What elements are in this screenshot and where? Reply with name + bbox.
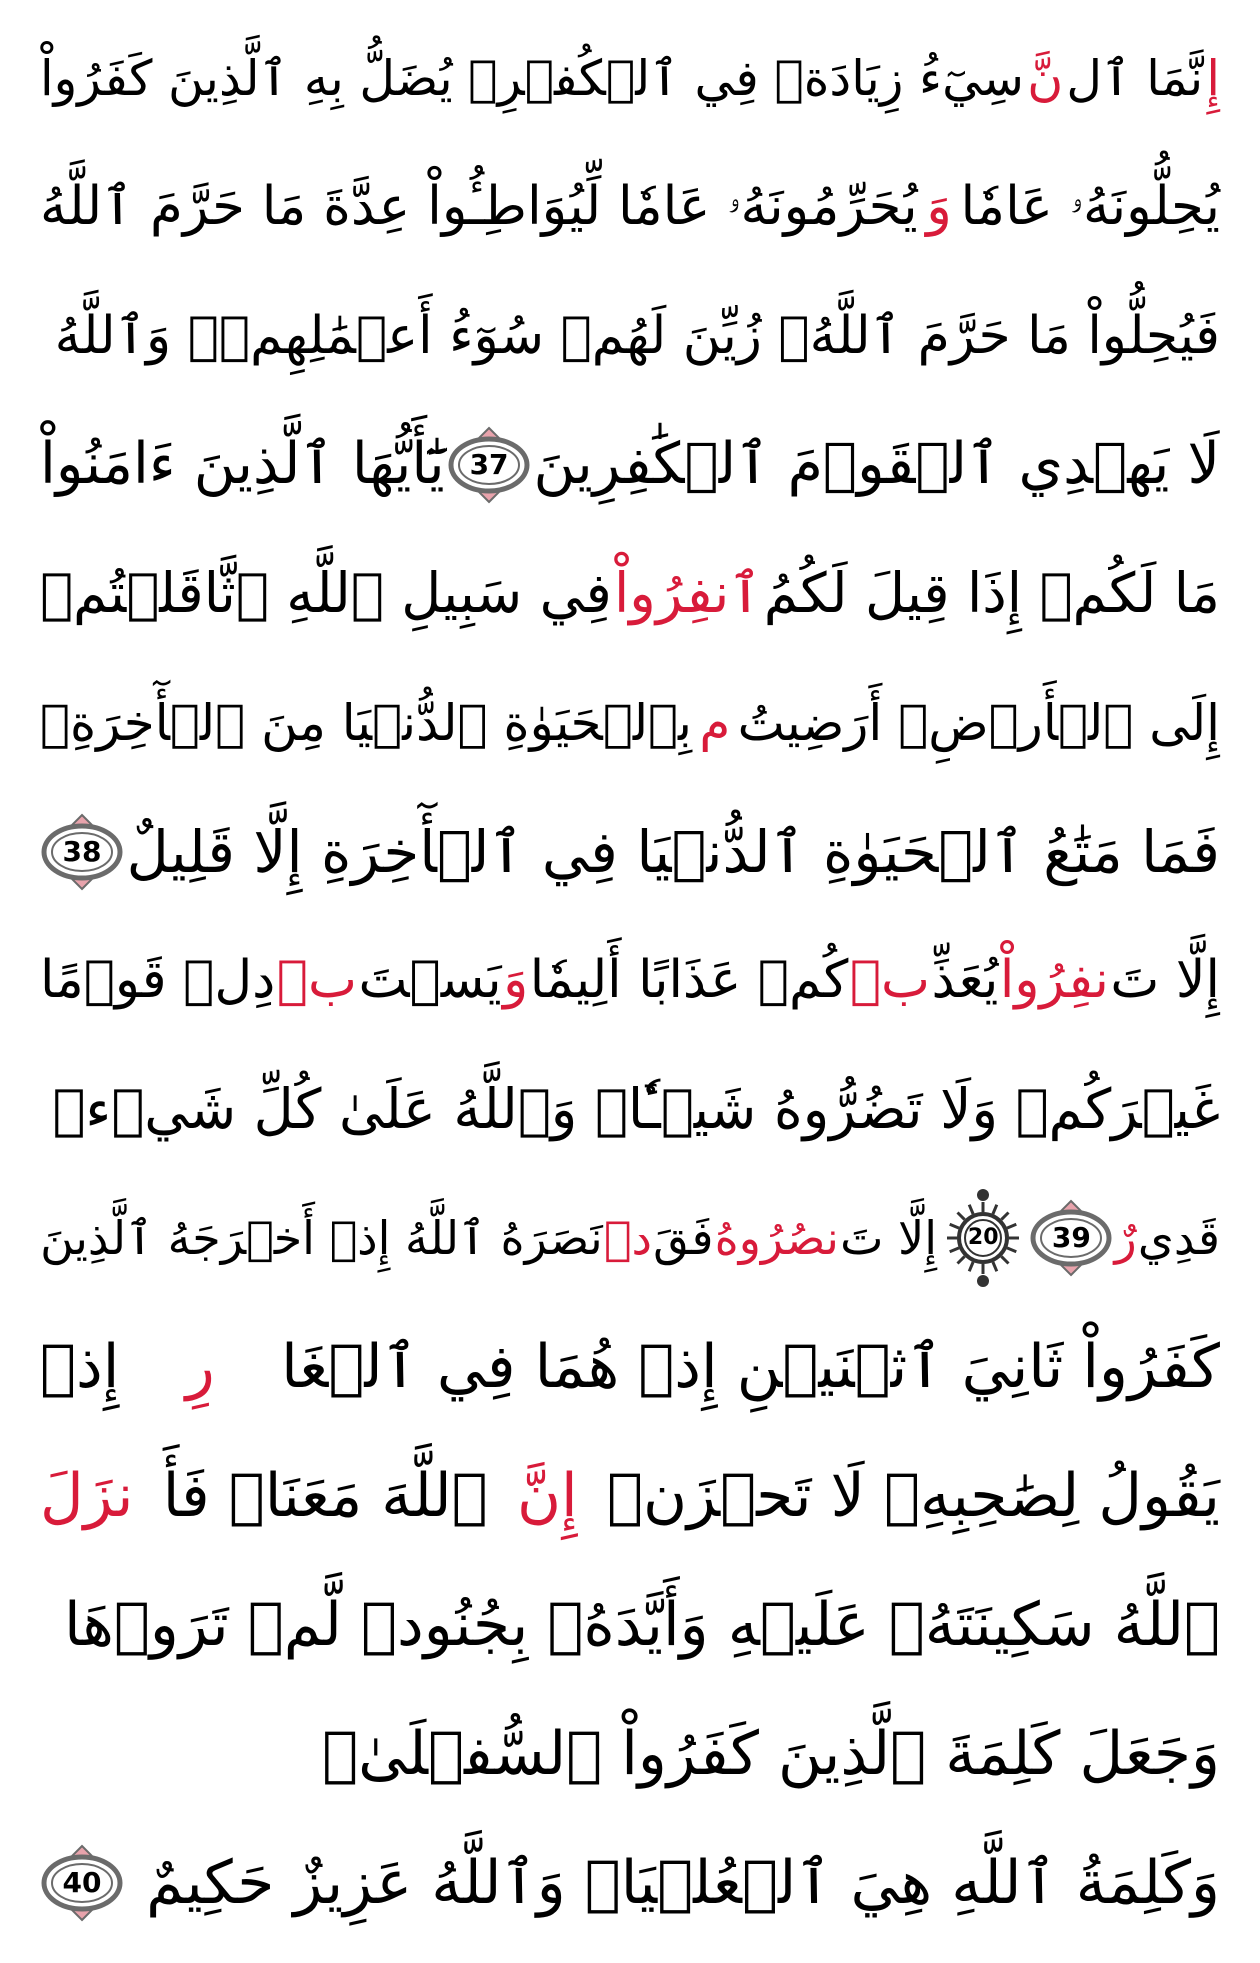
tajweed-highlight-text: نزَلَ: [40, 1461, 134, 1532]
ayah-number-marker: [447, 426, 531, 504]
verse-text: إِلَّا تَ: [840, 1211, 938, 1266]
verse-text: إِلَى ٱلۡأَرۡضِۚ أَرَضِيتُ: [737, 693, 1220, 752]
verse-text: يُعَذِّ: [931, 950, 999, 1011]
tajweed-highlight-text: إِنَّ: [516, 1461, 578, 1532]
verse-text: غَيۡرَكُمۡ وَلَا تَضُرُّوهُ شَيۡـٔٗاۗ وَٱللَّهُ عَلَىٰ كُلِّ شَيۡءٖ: [52, 1076, 1220, 1141]
verse-text: فَقَ: [653, 1211, 714, 1266]
tajweed-highlight-text: ٱنفِرُواْ: [614, 561, 762, 626]
verse-text: يُحِلُّونَهُۥ عَامٗا: [960, 176, 1220, 238]
mushaf-page: [40, 18, 1220, 1943]
ayah-number-marker: [40, 1844, 124, 1922]
verse-text: وَكَلِمَةُ ٱللَّهِ هِيَ ٱلۡعُلۡيَاۗ وَٱللَّهُ عَزِيزٌ حَكِيمٌ: [146, 1847, 1220, 1918]
tajweed-highlight-text: وَ: [503, 950, 529, 1011]
ayah-number: 38: [62, 834, 102, 868]
tajweed-highlight-text: نَّ: [1027, 49, 1064, 107]
hizb-medallion-icon: [938, 1183, 1028, 1293]
ayah-number: 39: [1051, 1221, 1091, 1255]
quran-line: [40, 920, 1220, 1040]
verse-text: يَسۡتَ: [358, 950, 502, 1011]
verse-text: ٱللَّهَ مَعَنَاۖ فَأَ: [162, 1461, 488, 1532]
verse-text: وَجَعَلَ كَلِمَةَ ٱلَّذِينَ كَفَرُواْ ٱلسُّفۡلَىٰۗ: [322, 1718, 1220, 1789]
tajweed-highlight-text: إِ: [1206, 49, 1220, 107]
verse-text: بِٱلۡحَيَوٰةِ ٱلدُّنۡيَا مِنَ ٱلۡأٓخِرَةِۚ: [40, 693, 692, 752]
verse-text: كَفَرُواْ ثَانِيَ ٱثۡنَيۡنِ إِذۡ هُمَا فِي ٱلۡغَا: [281, 1332, 1220, 1403]
quran-line: [40, 534, 1220, 654]
hizb-number: 20: [967, 1225, 999, 1251]
verse-text: فَمَا مَتَٰعُ ٱلۡحَيَوٰةِ ٱلدُّنۡيَا فِي ٱلۡأٓخِرَةِ إِلَّا قَلِيلٌ: [126, 817, 1220, 886]
quran-line: [40, 1049, 1220, 1169]
verse-text: فِي سَبِيلِ ٱللَّهِ ٱثَّاقَلۡتُمۡ: [40, 561, 612, 626]
verse-text: يُحَرِّمُونَهُۥ عَامٗا لِّيُوَاطِـُٔواْ عِدَّةَ مَا حَرَّمَ ٱللَّهُ: [40, 176, 918, 238]
verse-text: دِلۡ قَوۡمًا: [40, 950, 276, 1011]
tajweed-highlight-text: بۡ: [276, 950, 357, 1011]
tajweed-highlight-text: وَ: [926, 176, 952, 238]
verse-text: ٱللَّهُ سَكِينَتَهُۥ عَلَيۡهِ وَأَيَّدَهُۥ بِجُنُودٖ لَّمۡ تَرَوۡهَا: [63, 1590, 1220, 1661]
tajweed-highlight-text: رِ: [185, 1332, 215, 1403]
verse-text: سِيٓءُ زِيَادَةٞ فِي ٱلۡكُفۡرِۖ يُضَلُّ بِهِ ٱلَّذِينَ كَفَرُواْ: [40, 49, 1024, 107]
tajweed-highlight-text: رٌ: [1114, 1211, 1137, 1266]
quran-line: [40, 405, 1220, 525]
quran-line: [40, 1565, 1220, 1685]
quran-line: [40, 18, 1220, 138]
ayah-number: 37: [469, 447, 509, 481]
verse-text: نَّمَا ٱل: [1066, 49, 1204, 107]
verse-text: يَقُولُ لِصَٰحِبِهِۦ لَا تَحۡزَنۡ: [606, 1461, 1220, 1532]
quran-line: [40, 1307, 1220, 1427]
verse-text: يَٰٓأَيُّهَا ٱلَّذِينَ ءَامَنُواْ: [40, 431, 445, 498]
tajweed-highlight-text: دۡ: [603, 1211, 652, 1266]
verse-text: قَدِي: [1137, 1211, 1220, 1266]
ayah-number-marker: [1029, 1199, 1113, 1277]
quran-line: [40, 1178, 1220, 1298]
verse-text: كُمۡ عَذَابًا أَلِيمٗا: [529, 950, 849, 1011]
verse-text: فَيُحِلُّواْ مَا حَرَّمَ ٱللَّهُۚ زُيِّنَ لَهُمۡ سُوٓءُ أَعۡمَٰلِهِمۡۗ وَٱللَّهُ: [54, 305, 1220, 366]
tajweed-highlight-text: نفِرُواْ: [999, 950, 1109, 1011]
quran-line: [40, 1436, 1220, 1556]
verse-text: إِلَّا تَ: [1110, 950, 1220, 1011]
verse-text: لَا يَهۡدِي ٱلۡقَوۡمَ ٱلۡكَٰفِرِينَ: [533, 431, 1220, 498]
tajweed-highlight-text: م: [699, 693, 731, 752]
quran-line: [40, 1823, 1220, 1943]
quran-line: [40, 1694, 1220, 1814]
quran-line: [40, 147, 1220, 267]
quran-line: [40, 276, 1220, 396]
verse-text: نَصَرَهُ ٱللَّهُ إِذۡ أَخۡرَجَهُ ٱلَّذِينَ: [40, 1211, 603, 1266]
verse-text: إِذۡ: [40, 1332, 120, 1403]
quran-line: [40, 792, 1220, 912]
verse-text: مَا لَكُمۡ إِذَا قِيلَ لَكُمُ: [763, 561, 1220, 626]
tajweed-highlight-text: نصُرُوهُ: [714, 1211, 839, 1266]
tajweed-highlight-text: بۡ: [849, 950, 931, 1011]
quran-line: [40, 663, 1220, 783]
ayah-number-marker: [40, 813, 124, 891]
ayah-number: 40: [62, 1865, 102, 1899]
